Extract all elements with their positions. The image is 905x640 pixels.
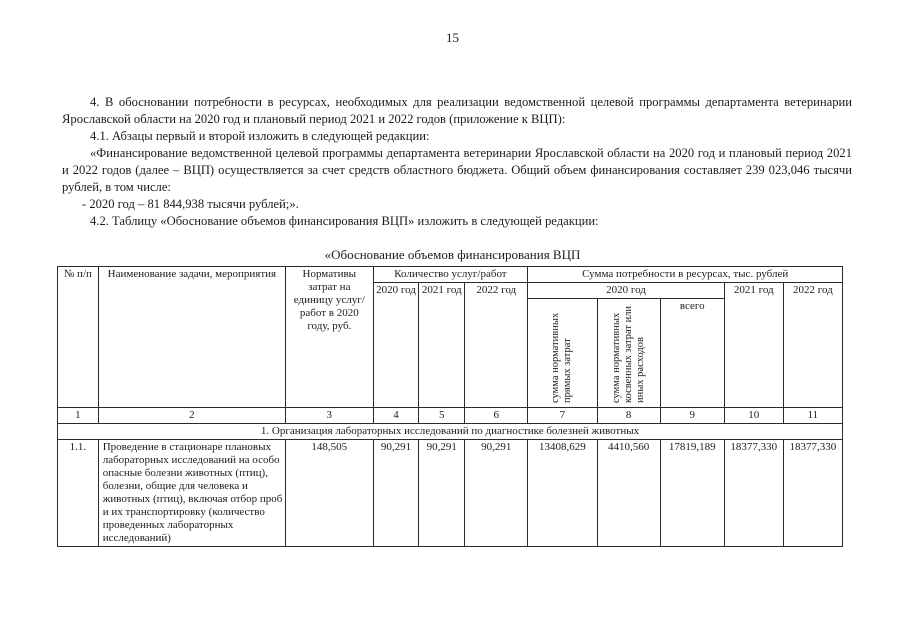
header-sum: Сумма потребности в ресурсах, тыс. рублей <box>528 267 843 283</box>
header-task: Наименование задачи, мероприятия <box>98 267 285 408</box>
row-norm: 148,505 <box>286 440 374 547</box>
header-sum-total: всего <box>660 299 724 408</box>
col-number: 9 <box>660 408 724 424</box>
header-quantity: Количество услуг/работ <box>373 267 528 283</box>
header-sum-direct: сумма нормативных прямых затрат <box>550 312 574 403</box>
table-row <box>58 440 843 547</box>
row-sum-2021: 18377,330 <box>724 440 783 547</box>
paragraph-financing: «Финансирование ведомственной целевой программы департамента ветеринарии Ярославской области на 2020 год и плановый период 2021 и 2022 годов (далее – ВЦП) осуществляется за счет средств областного бюджета. Общий объем финансирования составляет 239 023,046 тысячи рублей, в том числе: <box>62 146 852 194</box>
row-sum-total: 17819,189 <box>660 440 724 547</box>
col-number: 8 <box>597 408 660 424</box>
header-sum-indirect: сумма нормативных косвенных затрат или иных расходов <box>610 305 646 403</box>
header-qty-2020: 2020 год <box>373 283 419 408</box>
paragraph-4-1: 4.1. Абзацы первый и второй изложить в следующей редакции: <box>90 129 430 143</box>
row-qty-2020: 90,291 <box>373 440 419 547</box>
paragraph-4: 4. В обосновании потребности в ресурсах, необходимых для реализации ведомственной целевой программы департамента ветеринарии Ярославской области на 2020 год и плановый период 2021 и 2022 годов (приложение к ВЦП): <box>62 95 852 126</box>
header-sum-2022: 2022 год <box>783 283 842 408</box>
section-title: 1. Организация лабораторных исследований по диагностике болезней животных <box>58 424 843 440</box>
row-qty-2021: 90,291 <box>419 440 465 547</box>
col-number: 5 <box>419 408 465 424</box>
paragraph-4-2: 4.2. Таблицу «Обоснование объемов финансирования ВЦП» изложить в следующей редакции: <box>90 214 599 228</box>
paragraph-2020-amount: - 2020 год – 81 844,938 тысячи рублей;». <box>82 197 299 211</box>
header-sum-indirect-cell <box>597 299 660 408</box>
col-number: 11 <box>783 408 842 424</box>
header-norm: Нормативы затрат на единицу услуг/ работ в 2020 году, руб. <box>286 267 374 408</box>
row-task: Проведение в стационаре плановых лабораторных исследований на особо опасные болезни животных (птиц), болезни, общие для человека и животных (птиц), включая отбор проб и их транспортировку (количество проведенных лабораторных исследований) <box>98 440 285 547</box>
row-qty-2022: 90,291 <box>465 440 528 547</box>
section-row <box>58 424 843 440</box>
column-numbers-row <box>58 408 843 424</box>
col-number: 4 <box>373 408 419 424</box>
col-number: 3 <box>286 408 374 424</box>
row-sum-2022: 18377,330 <box>783 440 842 547</box>
header-sum-direct-cell <box>528 299 597 408</box>
header-qty-2022: 2022 год <box>465 283 528 408</box>
header-qty-2021: 2021 год <box>419 283 465 408</box>
header-num: № п/п <box>58 267 99 408</box>
header-sum-2020: 2020 год <box>528 283 724 299</box>
header-row-1 <box>58 267 843 283</box>
table-caption: «Обоснование объемов финансирования ВЦП <box>324 247 581 262</box>
col-number: 10 <box>724 408 783 424</box>
col-number: 1 <box>58 408 99 424</box>
col-number: 2 <box>98 408 285 424</box>
page-number: 15 <box>446 30 459 45</box>
row-num: 1.1. <box>58 440 99 547</box>
financing-table <box>57 266 843 547</box>
col-number: 7 <box>528 408 597 424</box>
col-number: 6 <box>465 408 528 424</box>
row-sum-direct: 13408,629 <box>528 440 597 547</box>
header-sum-2021: 2021 год <box>724 283 783 408</box>
row-sum-indirect: 4410,560 <box>597 440 660 547</box>
